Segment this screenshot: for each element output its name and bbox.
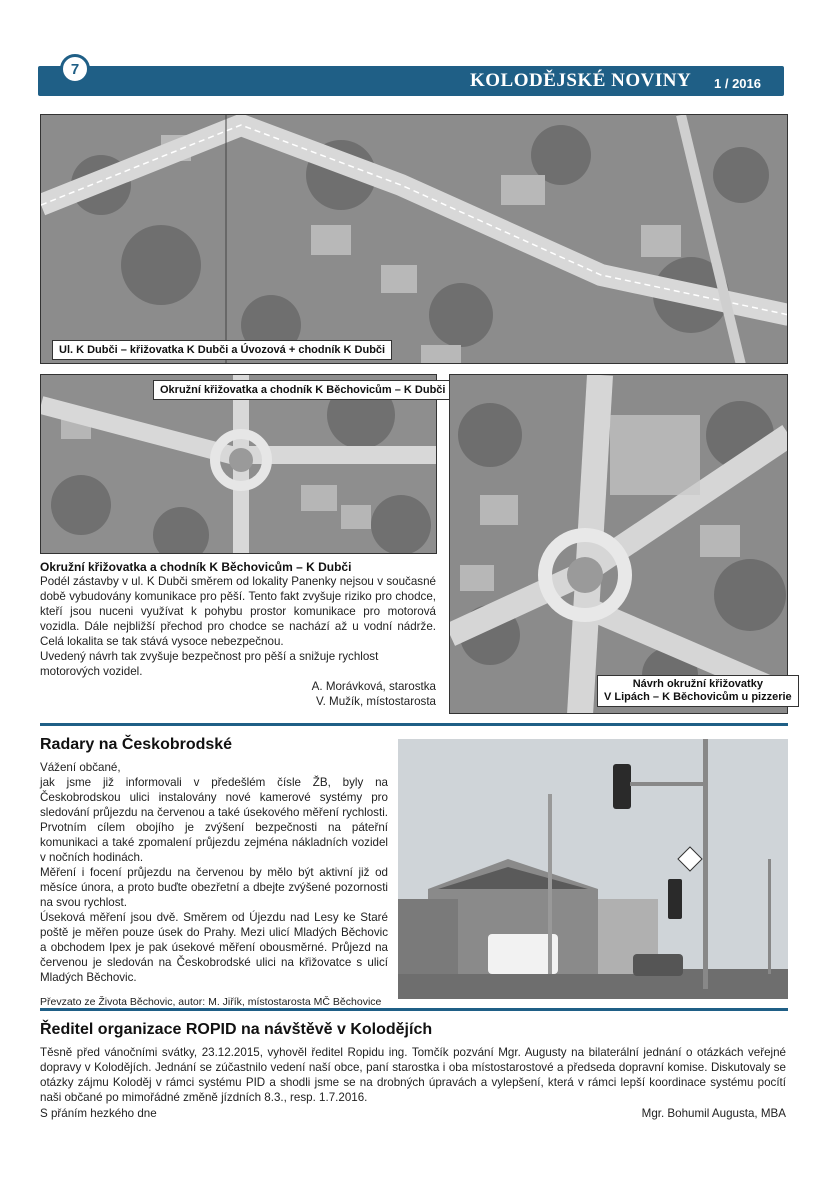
article-ropid (40, 1021, 786, 1121)
article-ropid-closing: S přáním hezkého dne (40, 1107, 157, 1120)
article-radary-p2: Měření i focení průjezdu na červenou by mělo být aktivní již od měsíce února, a proto buďte obezřetní a dbejte zvýšené pozornosti na svou rychlost. (40, 866, 388, 909)
article-roundabout (40, 560, 436, 709)
article-ropid-title: Ředitel organizace ROPID na návštěvě v Kolodějích (40, 1021, 433, 1038)
map2-caption: Okružní křižovatka a chodník K Běchovicům – K Dubči (153, 380, 452, 400)
signature-mistostarosta: V. Mužík, místostarosta (315, 695, 436, 708)
page-number: 7 (60, 54, 90, 84)
article-radary-title: Radary na Českobrodské (40, 736, 233, 753)
article-radary-p3: Úseková měření jsou dvě. Směrem od Újezdu nad Lesy ke Staré poště je měřen pouze úsek do Prahy. Mezi ulicí Mladých Běchovic a obchodem Ipex je pak úsekové měření obousměrné. Průjezd na červenou je sledován na Českobrodské ulici na křižovatce s ulicí Mladých Běchovic. (40, 911, 388, 984)
map3-caption (597, 675, 799, 707)
article-radary-p1: jak jsme již informovali v předešlém čísle ŽB, byly na Českobrodskou ulici instalovány nové kamerové systémy pro sledování průjezdu na červenou a také úsekového měření rychlosti. Prvotním cílem obojího je zvýšení bezpečnosti na páteřní komunikaci a také zpomalení průjezdu zejména nákladních vozidel v nočních hodinách. (40, 776, 388, 864)
article-radary-greeting: Vážení občané, (40, 761, 121, 774)
street-camera-photo (398, 739, 788, 999)
issue-number: 1 / 2016 (714, 76, 761, 91)
article-roundabout-title: Okružní křižovatka a chodník K Běchovicům – K Dubči (40, 560, 352, 574)
map1-caption: Ul. K Dubči – křižovatka K Dubči a Úvozová + chodník K Dubči (52, 340, 392, 360)
section-divider (40, 723, 788, 726)
article-radary-source: Převzato ze Života Běchovic, autor: M. Jiřík, místostarosta MČ Běchovice (40, 996, 382, 1008)
map3-caption-line1: Návrh okružní křižovatky (632, 678, 763, 690)
article-roundabout-body1: Podél zástavby v ul. K Dubči směrem od lokality Panenky nejsou v současné době vybudovány komunikace pro pěší. Tento fakt zvyšuje riziko pro chodce, kteří jsou nuceni využívat k pohybu prostor komunikace pro motorová vozidla. Dále nejbližší přechod pro chodce se nachází až u vodní nádrže. Celá lokalita se tak stává vysoce nebezpečnou. (40, 575, 436, 648)
signature-starostka: A. Morávková, starostka (311, 680, 436, 693)
newspaper-title: KOLODĚJSKÉ NOVINY (470, 70, 692, 91)
map3-caption-line2: V Lipách – K Běchovicům u pizzerie (604, 691, 792, 703)
article-radary (40, 736, 388, 1010)
article-ropid-author: Mgr. Bohumil Augusta, MBA (641, 1107, 786, 1120)
aerial-map-v-lipach (449, 374, 788, 714)
section-divider-2 (40, 1008, 788, 1011)
article-roundabout-body2: Uvedený návrh tak zvyšuje bezpečnost pro pěší a snižuje rychlost motorových vozidel. (40, 650, 379, 678)
aerial-map-roundabout-k-bechovicum (40, 374, 437, 554)
aerial-map-k-dubci (40, 114, 788, 364)
article-ropid-body: Těsně před vánočními svátky, 23.12.2015, vyhověl ředitel Ropidu ing. Tomčík pozvání Mgr. Augusty na bilaterální jednání o otázkách veřejné dopravy v Kolodějích. Jednání se zúčastnilo vedení naší obce, paní starostka i oba místostarostové a předseda dopravní komise. Diskutovaly se otázky zájmu Koloděj v rámci systému PID a shodli jsme se na drobných úpravách a vylepšení, která v rámci lepší koordinace systému pocítí naši občané po mimořádné změně jízdních 8.3., resp. 1.7.2016. (40, 1046, 786, 1104)
